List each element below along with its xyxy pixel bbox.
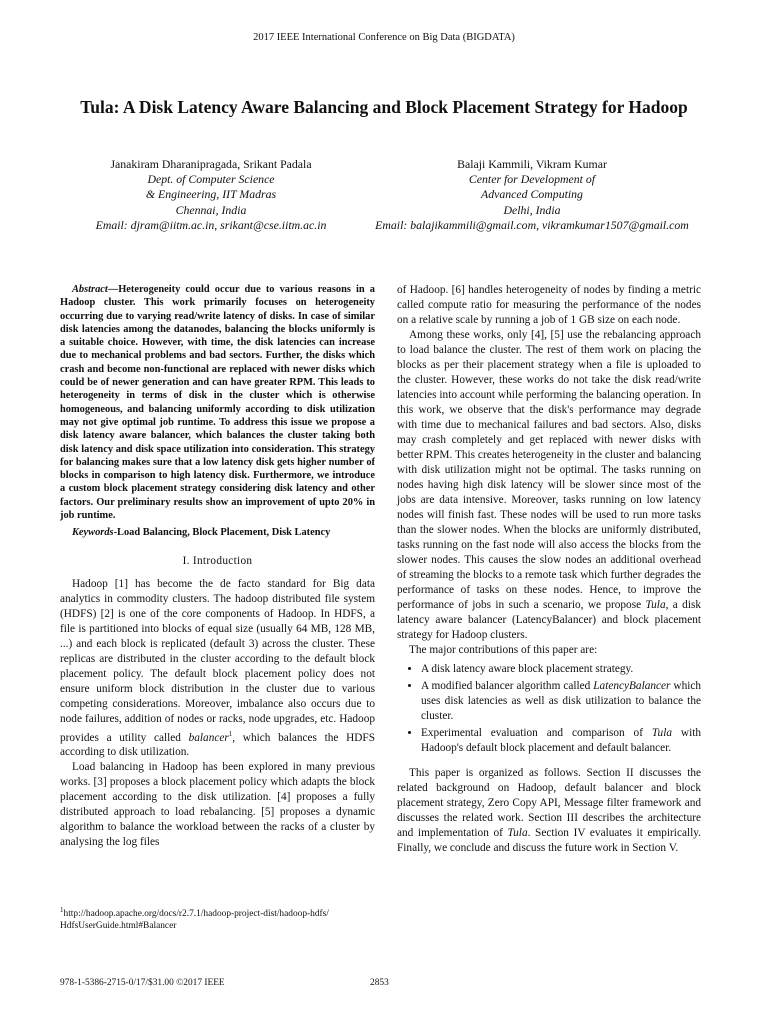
latencybalancer-term: LatencyBalancer: [593, 680, 671, 692]
right-paragraph-3: The major contributions of this paper are:: [409, 644, 598, 656]
intro-paragraph-2: Load balancing in Hadoop has been explored in many previous works. [3] proposes a block placement policy which adapts the block placement according to the disk utilization. [4] proposes a fully distributed approach to load rebalancing. [5] proposes a dynamic algorithm to balance the workload between the racks of a cluster by analysing the log files: [60, 761, 375, 849]
right-paragraph-4: [397, 766, 701, 856]
footnote-url: http://hadoop.apache.org/docs/r2.7.1/hadoop-project-dist/hadoop-hdfs/ HdfsUserGuide.html#Balancer: [60, 909, 329, 932]
tula-term: Tula: [645, 599, 666, 611]
right-paragraph-1: of Hadoop. [6] handles heterogeneity of nodes by finding a metric called compute ratio for measuring the performance of the nodes on a relative scale by running a job of 1 GB size on each node.: [397, 284, 701, 326]
contributions-list: [397, 662, 701, 756]
right-column: [397, 283, 701, 856]
contribution-text: with Hadoop's default block placement and default balancer.: [421, 727, 702, 754]
paper-title: Tula: A Disk Latency Aware Balancing and Block Placement Strategy for Hadoop: [80, 97, 688, 117]
author-dept: Dept. of Computer Science: [147, 172, 275, 187]
tula-term: Tula: [651, 727, 672, 739]
contribution-text: A modified balancer algorithm called: [421, 680, 591, 692]
author-dept: Center for Development of: [468, 172, 596, 187]
contribution-text: Experimental evaluation and comparison of: [421, 727, 643, 739]
author-names: Janakiram Dharanipragada, Srikant Padala: [110, 157, 312, 171]
intro-paragraph-1-tail: , which balances the HDFS according to disk utilization.: [60, 731, 375, 759]
right-paragraph-2-tail: , a disk latency aware balancer (LatencyBalancer) and block placement strategy for Hadoop clusters.: [397, 599, 702, 641]
author-location: Delhi, India: [503, 202, 561, 217]
abstract-label: Abstract: [72, 284, 108, 295]
contribution-item: [421, 679, 701, 724]
conference-header: 2017 IEEE International Conference on Big Data (BIGDATA): [253, 32, 515, 43]
intro-paragraph-1: [60, 577, 375, 761]
balancer-term: balancer: [188, 731, 229, 744]
section-heading-introduction: I. Introduction: [182, 554, 253, 567]
footer-copyright: 978-1-5386-2715-0/17/$31.00 ©2017 IEEE: [60, 978, 225, 988]
author-org: & Engineering, IIT Madras: [145, 187, 277, 202]
author-email: Email: balajikammili@gmail.com, vikramkumar1507@gmail.com: [375, 217, 689, 232]
author-names: Balaji Kammili, Vikram Kumar: [457, 157, 607, 171]
contribution-item: [421, 726, 701, 756]
contribution-item: • A disk latency aware block placement strategy.: [421, 662, 701, 677]
author-org: Advanced Computing: [481, 187, 583, 202]
author-email: Email: djram@iitm.ac.in, srikant@cse.iitm.ac.in: [95, 217, 327, 232]
keywords-label: Keywords: [72, 527, 114, 539]
left-column: [60, 283, 375, 850]
footnote-number: 1: [60, 906, 64, 914]
author-block-2: [342, 157, 722, 233]
footnote: [60, 904, 375, 932]
abstract-text: —Heterogeneity could occur due to various reasons in a Hadoop cluster. This work primarily focuses on heterogeneity occurring due to varying read/write latency of disks. In case of similar disk latencies among the datanodes, balancing the blocks uniformly is a suitable choice. However, with time, the disk latencies can increase due to mechanical problems and bad sectors. Further, the disks which crash and become non-functional are replaced with newer disks which could be of newer generation and can have greater RPM. This leads to heterogeneity in terms of disk in the cluster which is otherwise homogeneous, and balancing uniformly according to disk utilization may not give optimal job runtime. To address this issue we propose a disk latency aware balancer, which balances the cluster taking both disk latency and disk space utilization into consideration. This strategy for balancing makes sure that a low latency disk gets higher number of blocks in comparison to high latency disk. Furthermore, we introduce a custom block placement strategy considering disk latency and other factors. Our preliminary results show an improvement of upto 20% in job runtime.: [60, 284, 375, 522]
right-paragraph-2: [397, 328, 701, 643]
footnote-marker: 1: [228, 729, 233, 738]
author-location: Chennai, India: [175, 202, 247, 217]
abstract: [60, 283, 375, 522]
contribution-text: which uses disk latencies as well as disk utilization to balance the cluster.: [421, 680, 702, 722]
author-block-1: [60, 157, 362, 233]
keywords-text: -Load Balancing, Block Placement, Disk Latency: [113, 527, 331, 539]
tula-term: Tula: [507, 827, 528, 839]
page-number: 2853: [370, 978, 389, 988]
keywords: [60, 526, 375, 539]
right-paragraph-4-tail: . Section IV evaluates it empirically. Finally, we conclude and discuss the future work in Section V.: [397, 827, 701, 854]
right-paragraph-2-text: Among these works, only [4], [5] use the rebalancing approach to load balance the cluster. The rest of them work on placing the blocks as per their placement strategy when a file is uploaded to the cluster. However, these works do not take the disk read/write latencies into account while performing the balancing operation. In this work, we observe that the disk's performance may degrade with time due to mechanical failures and bad sectors. Also, disks may crash completely and get replaced with newer disks with better RPM. This creates heterogeneity in the cluster and balancing with disk utilization might not be optimal. The tasks running on nodes having high disk latency will be slower since most of the jobs are data intensive. Moreover, tasks running on low latency nodes will finish fast. These nodes will be used to run more tasks than the slower nodes. When the blocks are uniformly distributed, tasks running on the fast node will also access the blocks from the slower nodes. This causes the slow nodes an additional overhead of streaming the blocks to a remote task which further degrades the performance of tasks on these nodes. Hence, to improve the performance of jobs in such a scenario, we propose: [397, 329, 701, 611]
right-paragraph-4-text: This paper is organized as follows. Section II discusses the related background on Hadoop, default balancer and block placement strategy, Zero Copy API, Message filter framework and discusses the related work. Section III describes the architecture and implementation of: [397, 767, 701, 839]
intro-paragraph-1-text: Hadoop [1] has become the de facto standard for Big data analytics in commodity clusters. The hadoop distributed file system (HDFS) [2] is one of the core components of Hadoop. In HDFS, a file is partitioned into blocks of equal size (usually 64 MB, 128 MB, ...) and each block is replicated (default 3) across the cluster. These replicas are distributed in the cluster according to the default block placement policy. The default block placement policy does not ensure uniform block distribution in the cluster due to various competing considerations. Moreover, imbalance also occurs due to node failures, addition of nodes or racks, node upgrades, etc. Hadoop provides a utility called: [60, 577, 375, 744]
